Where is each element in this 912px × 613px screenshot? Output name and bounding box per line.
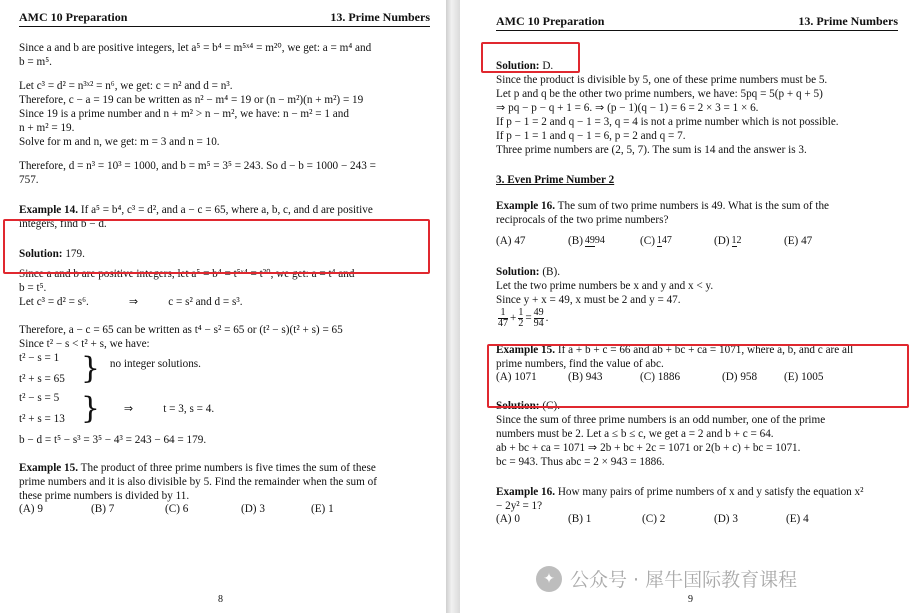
right-brace-icon: } <box>80 351 100 386</box>
equation: t² − s = 1 <box>19 352 60 364</box>
fraction <box>534 308 544 329</box>
example-14-cont: integers, find b − d. <box>19 218 107 230</box>
section-title: 3. Even Prime Number 2 <box>496 174 615 186</box>
text-line: Let the two prime numbers be x and y and x < y. <box>496 280 714 292</box>
system-equations <box>19 391 65 427</box>
fraction <box>732 236 742 247</box>
text-line: ⇒ pq − p − q + 1 = 6. ⇒ (p − 1)(q − 1) = 6 = 2 × 3 = 1 × 6. <box>496 102 759 114</box>
text-line: prime numbers, find the value of abc. <box>496 358 664 370</box>
page-gutter <box>446 0 460 613</box>
text-line: b = t⁵. <box>19 282 47 294</box>
example-16-right <box>496 485 898 499</box>
denominator: 94 <box>594 234 605 246</box>
option-b: (B) 943 <box>568 371 603 383</box>
option-d: (D) 958 <box>722 371 758 383</box>
option-letter: (C) <box>640 235 655 247</box>
solution-label: Solution: <box>496 60 540 72</box>
text-line: − 2y² = 1? <box>496 500 543 512</box>
example-label: Example 16. <box>496 486 556 498</box>
page-number: 9 <box>688 594 693 605</box>
text-line: b = m⁵. <box>19 56 52 68</box>
wechat-icon: ✦ <box>536 566 562 592</box>
answer-options <box>496 371 898 383</box>
left-page <box>0 0 446 613</box>
fraction <box>518 308 523 329</box>
solution-label: Solution: <box>19 248 63 260</box>
solution-value: (C). <box>539 400 561 412</box>
text-line: these prime numbers is divided by 11. <box>19 490 190 502</box>
fraction <box>498 308 508 329</box>
option-c <box>640 235 714 247</box>
equation: t² + s = 65 <box>19 373 65 385</box>
option-a: (A) 0 <box>496 513 520 525</box>
option-d: (D) 3 <box>241 503 265 515</box>
numerator: 49 <box>584 234 595 246</box>
text-line: numbers must be 2. Let a ≤ b ≤ c, we get a = 2 and b + c = 64. <box>496 428 774 440</box>
implies-arrow: ⇒ <box>123 402 134 415</box>
text-line: Since the product is divisible by 5, one of these prime numbers must be 5. <box>496 74 828 86</box>
solution-14 <box>19 247 430 261</box>
option-a: (A) 9 <box>19 503 43 515</box>
equation-system-1 <box>19 351 430 387</box>
left-header <box>19 10 430 27</box>
period: . <box>545 311 549 324</box>
denominator: 2 <box>736 234 742 246</box>
text-line: Therefore, c − a = 19 can be written as n² − m⁴ = 19 or (n − m²)(n + m²) = 19 <box>19 94 364 106</box>
option-d <box>714 235 784 247</box>
denominator: 94 <box>533 317 544 329</box>
solution-label: Solution: <box>496 400 540 412</box>
solution-value: (B). <box>539 266 561 278</box>
text-line: Let p and q be the other two prime numbers, we have: 5pq = 5(p + q + 5) <box>496 88 823 100</box>
example-text: The product of three prime numbers is five times the sum of these <box>78 462 376 474</box>
equation-system-2 <box>19 391 430 427</box>
numerator: 1 <box>656 234 662 246</box>
numerator: 49 <box>533 306 544 318</box>
example-label: Example 14. <box>19 204 79 216</box>
solution-15-right <box>496 399 898 413</box>
option-e: (E) 4 <box>786 513 809 525</box>
option-b: (B) 7 <box>91 503 115 515</box>
text-line: If p − 1 = 1 and q − 1 = 6, p = 2 and q = 7. <box>496 130 686 142</box>
watermark-text: 公众号 · 犀牛国际教育课程 <box>570 569 798 591</box>
implies-arrow: ⇒ <box>128 296 139 308</box>
example-text: If a + b + c = 66 and ab + bc + ca = 1071, where a, b, and c are all <box>555 344 854 356</box>
left-header-title: AMC 10 Preparation <box>19 10 128 24</box>
solution-value: 179. <box>62 248 85 260</box>
text-line: bc = 943. Thus abc = 2 × 943 = 1886. <box>496 456 665 468</box>
numerator: 1 <box>518 306 524 318</box>
example-label: Example 16. <box>496 200 556 212</box>
option-b <box>568 235 640 247</box>
option-c: (C) 6 <box>165 503 189 515</box>
text-line: Since 19 is a prime number and n + m² > n − m², we have: n − m² = 1 and <box>19 108 349 120</box>
left-header-chapter: 13. Prime Numbers <box>330 10 430 24</box>
option-d: (D) 3 <box>714 513 738 525</box>
solution-16 <box>496 265 898 279</box>
text-line: Three prime numbers are (2, 5, 7). The sum is 14 and the answer is 3. <box>496 144 807 156</box>
option-a: (A) 47 <box>496 235 526 247</box>
answer-options <box>496 227 898 255</box>
option-c: (C) 2 <box>642 513 666 525</box>
text-part: c = s² and d = s³. <box>168 296 243 308</box>
text-line: Therefore, d = n³ = 10³ = 1000, and b = m⁵ = 3⁵ = 243. So d − b = 1000 − 243 = <box>19 160 376 172</box>
text-part: Let c³ = d² = s⁶. <box>19 296 89 308</box>
denominator: 47 <box>661 234 672 246</box>
answer-options <box>19 503 430 515</box>
answer-options <box>496 513 898 525</box>
plus-sign: + <box>510 311 517 324</box>
example-16 <box>496 199 898 213</box>
text-line <box>19 295 430 309</box>
text-line: n + m² = 19. <box>19 122 75 134</box>
option-b: (B) 1 <box>568 513 592 525</box>
denominator: 2 <box>518 317 524 329</box>
right-header-title: AMC 10 Preparation <box>496 14 605 28</box>
text-line: 757. <box>19 174 39 186</box>
text-line: prime numbers and it is also divisible by 5. Find the remainder when the sum of <box>19 476 377 488</box>
numerator: 1 <box>731 234 737 246</box>
system-result: t = 3, s = 4. <box>163 402 215 415</box>
watermark <box>536 565 797 592</box>
equation: t² + s = 13 <box>19 413 65 425</box>
equals-sign: = <box>525 311 532 324</box>
equation: t² − s = 5 <box>19 392 60 404</box>
text-line: Since a and b are positive integers, let a⁵ = b⁴ = m⁵ˣ⁴ = m²⁰, we get: a = m⁴ and <box>19 42 372 54</box>
text-line: b − d = t⁵ − s³ = 3⁵ − 4³ = 243 − 64 = 179. <box>19 434 207 446</box>
right-brace-icon: } <box>80 391 100 426</box>
option-a: (A) 1071 <box>496 371 537 383</box>
text-line: Since y + x = 49, x must be 2 and y = 47. <box>496 294 681 306</box>
system-result: no integer solutions. <box>109 357 201 370</box>
system-equations <box>19 351 65 387</box>
option-c: (C) 1886 <box>640 371 681 383</box>
example-14 <box>19 203 430 217</box>
example-text: The sum of two prime numbers is 49. What is the sum of the <box>555 200 830 212</box>
text-line: If p − 1 = 2 and q − 1 = 3, q = 4 is not a prime number which is not possible. <box>496 116 839 128</box>
fraction-equation <box>496 307 898 329</box>
text-line: Since a and b are positive integers, let a⁵ = b⁴ = t⁵ˣ⁴ = t²⁰, we get: a = t⁴ and <box>19 268 355 280</box>
text-line: ab + bc + ca = 1071 ⇒ 2b + bc + 2c = 1071 or 2(b + c) + bc = 1071. <box>496 442 801 454</box>
example-text: If a⁵ = b⁴, c³ = d², and a − c = 65, where a, b, c, and d are positive <box>78 204 373 216</box>
right-page <box>460 0 912 613</box>
option-e: (E) 1 <box>311 503 334 515</box>
solution-15 <box>496 59 898 73</box>
text-line: reciprocals of the two prime numbers? <box>496 214 669 226</box>
solution-label: Solution: <box>496 266 540 278</box>
denominator: 47 <box>498 317 508 329</box>
example-15-right <box>496 343 898 357</box>
option-letter: (D) <box>714 235 730 247</box>
solution-value: D. <box>539 60 554 72</box>
example-15 <box>19 461 430 475</box>
text-line: Let c³ = d² = n³ˣ² = n⁶, we get: c = n² and d = n³. <box>19 80 233 92</box>
text-line: Therefore, a − c = 65 can be written as t⁴ − s² = 65 or (t² − s)(t² + s) = 65 <box>19 324 343 336</box>
fraction <box>657 236 672 247</box>
option-e: (E) 1005 <box>784 371 824 383</box>
text-line: Solve for m and n, we get: m = 3 and n = 10. <box>19 136 220 148</box>
text-line: Since the sum of three prime numbers is an odd number, one of the prime <box>496 414 826 426</box>
right-header <box>496 14 898 31</box>
example-label: Example 15. <box>496 344 556 356</box>
page-number: 8 <box>218 594 223 605</box>
right-header-chapter: 13. Prime Numbers <box>798 14 898 28</box>
fraction <box>585 236 605 247</box>
example-label: Example 15. <box>19 462 79 474</box>
text-line: Since t² − s < t² + s, we have: <box>19 338 150 350</box>
option-e: (E) 47 <box>784 235 813 247</box>
example-text: How many pairs of prime numbers of x and y satisfy the equation x² <box>555 486 864 498</box>
option-letter: (B) <box>568 235 583 247</box>
numerator: 1 <box>498 308 508 319</box>
